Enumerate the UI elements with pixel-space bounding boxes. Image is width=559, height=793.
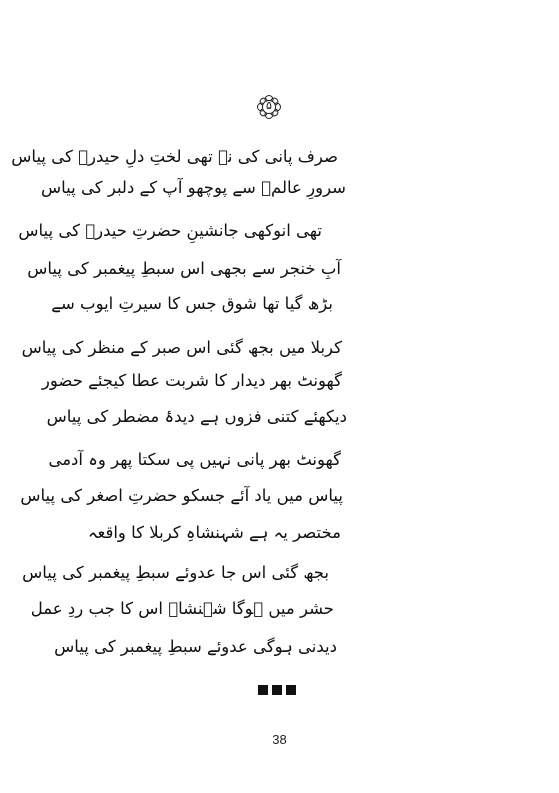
flower-ornament-icon	[256, 94, 282, 120]
verse-line-6: کربلا میں بجھ گئی اس صبر کے منظر کی پیاس	[21, 338, 342, 357]
verse-line-9: گھونٹ بھر پانی نہیں پی سکتا پھر وہ آدمی	[48, 450, 341, 469]
verse-line-7: گھونٹ بھر دیدار کا شربت عطا کیجئے حضور	[41, 371, 342, 390]
verse-line-13: حشر میں ہوگا شہنشاؔ اس کا جب ردِ عمل	[30, 599, 334, 618]
verse-line-2: سرورِ عالمؑ سے پوچھو آپ کے دلبر کی پیاس	[41, 178, 346, 197]
section-end-mark	[258, 685, 298, 695]
page-number: 38	[272, 732, 287, 747]
verse-line-5: بڑھ گیا تھا شوق جس کا سیرتِ ایوب سے	[51, 294, 333, 313]
verse-line-1: صرف پانی کی نہ تھی لختِ دلِ حیدرؑ کی پیاس	[11, 147, 338, 166]
end-square-icon	[272, 685, 282, 695]
verse-line-11: مختصر یہ ہے شہنشاہِ کربلا کا واقعہ	[87, 523, 341, 542]
verse-line-12: بجھ گئی اس جا عدوئے سبطِ پیغمبر کی پیاس	[22, 563, 329, 582]
verse-line-10: پیاس میں یاد آئے جسکو حضرتِ اصغر کی پیاس	[20, 486, 343, 505]
verse-line-3: تھی انوکھی جانشینِ حضرتِ حیدرؑ کی پیاس	[18, 221, 322, 240]
ornament-number: ۵	[266, 99, 272, 112]
verse-line-8: دیکھئے کتنی فزوں ہے دیدۂ مضطر کی پیاس	[46, 407, 347, 426]
end-square-icon	[286, 685, 296, 695]
verse-line-14: دیدنی ہوگی عدوئے سبطِ پیغمبر کی پیاس	[54, 637, 337, 656]
end-square-icon	[258, 685, 268, 695]
verse-line-4: آبِ خنجر سے بجھی اس سبطِ پیغمبر کی پیاس	[27, 259, 341, 278]
